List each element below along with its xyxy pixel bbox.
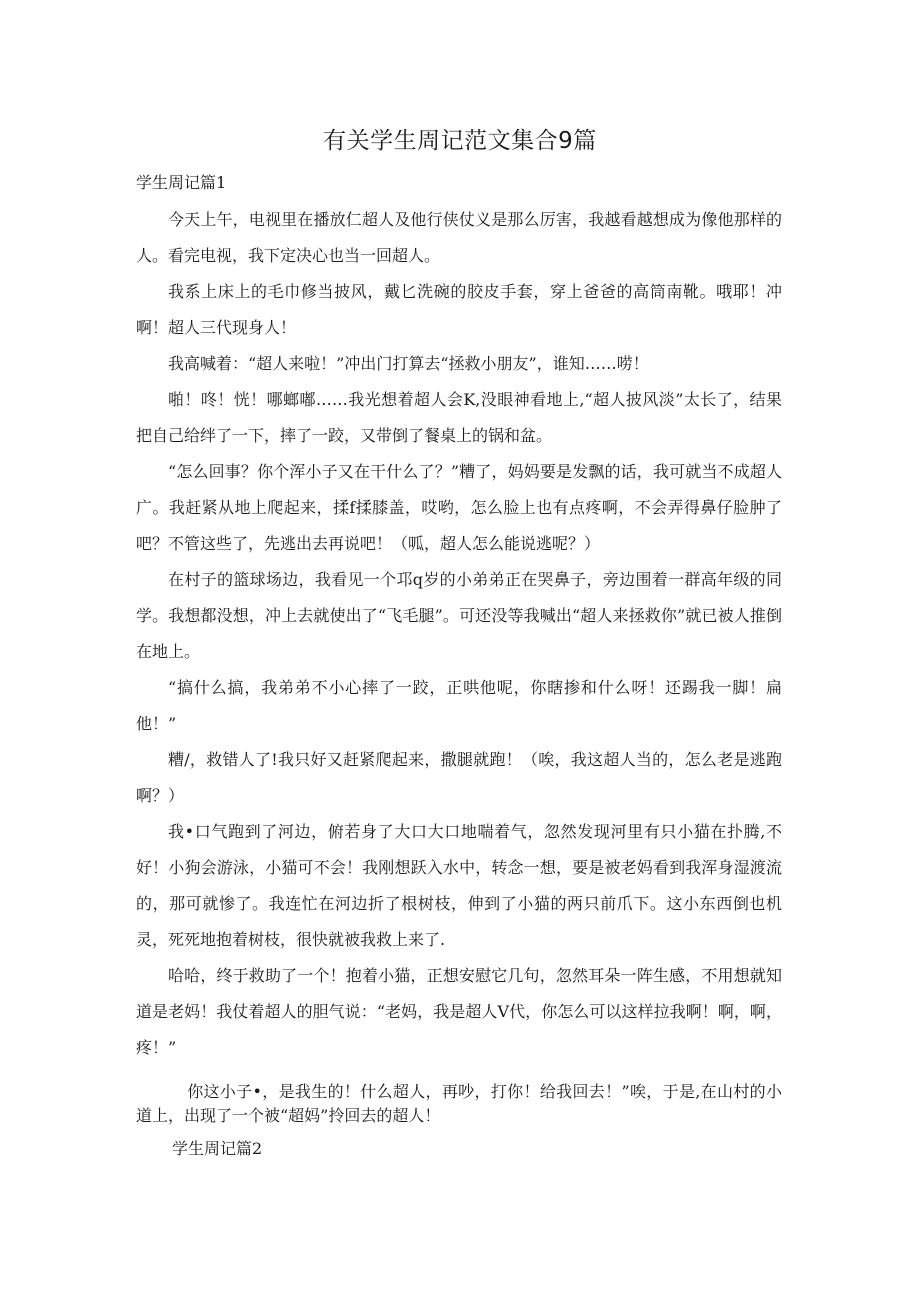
paragraph-10: 哈哈，终于救助了一个！抱着小猫，正想安慰它几句，忽然耳朵一阵生感，不用想就知道是老妈！我仗着超人的胆气说：“老妈，我是超人V代，你怎么可以这样拉我啊！啊，啊，疼！” xyxy=(136,966,782,1057)
paragraph-8: 糟/，救错人了!我只好又赶紧爬起来，撒腿就跑！（唉，我这超人当的，怎么老是逃跑啊？） xyxy=(136,750,782,805)
paragraph-5: “怎么回事？你个浑小子又在干什么了？”糟了，妈妈要是发飘的话，我可就当不成超人广。我赶紧从地上爬起来，揉f揉膝盖，哎哟，怎么脸上也有点疼啊，不会弄得鼻仔脸肿了吧？不管这些了，先逃出去再说吧！（呱，超人怎么能说逃呢？） xyxy=(136,462,782,553)
document-title: 有关学生周记范文集合9篇 xyxy=(323,128,597,154)
paragraph-9: 我•口气跑到了河边，俯若身了大口大口地喘着气，忽然发现河里有只小猫在扑腾,不好！小狗会游泳，小猫可不会！我刚想跃入水中，转念一想，要是被老妈看到我浑身湿渡流的，那可就惨了。我连忙在河边折了根树枝，伸到了小猫的两只前爪下。这小东西倒也机灵，死死地抱着树枝，很快就被我救上来了. xyxy=(136,822,782,949)
paragraph-2: 我系上床上的毛巾修当披风，戴匕洗碗的胶皮手套，穿上爸爸的高筒南靴。哦耶！冲啊！超人三代现身人！ xyxy=(136,282,782,337)
paragraph-6: 在村子的篮球场边，我看见一个邛q岁的小弟弟正在哭鼻子，旁边围着一群高年级的同学。我想都没想，冲上去就使出了“飞毛腿”。可还没等我喊出“超人来拯救你”就已被人推倒在地上。 xyxy=(136,570,782,661)
paragraph-7: “搞什么搞，我弟弟不小心摔了一跤，正哄他呢，你瞎掺和什么呀！还踢我一脚！扁他！” xyxy=(136,678,782,733)
paragraph-11: 你这小子•，是我生的！什么超人，再吵，打你！给我回去！”唉，于是,在山村的小道上，出现了一个被“超妈”拎回去的超人！ xyxy=(136,1082,782,1125)
section-heading-2: 学生周记篇2 xyxy=(172,1139,263,1158)
paragraph-1: 今天上午，电视里在播放仁超人及他行侠仗义是那么厉害，我越看越想成为像他那样的人。看完电视，我下定决心也当一回超人。 xyxy=(136,210,782,265)
paragraph-4: 啪！咚！恍！哪螂嘟……我光想着超人会K,没眼神看地上,“超人披风淡”太长了，结果把自己给绊了一下，摔了一跤，又带倒了餐桌上的锅和盆。 xyxy=(136,390,782,445)
section-heading-1: 学生周记篇1 xyxy=(136,173,227,192)
paragraph-3: 我高喊着：“超人来啦！”冲出门打算去“拯救小朋友”，谁知……唠！ xyxy=(168,354,649,373)
